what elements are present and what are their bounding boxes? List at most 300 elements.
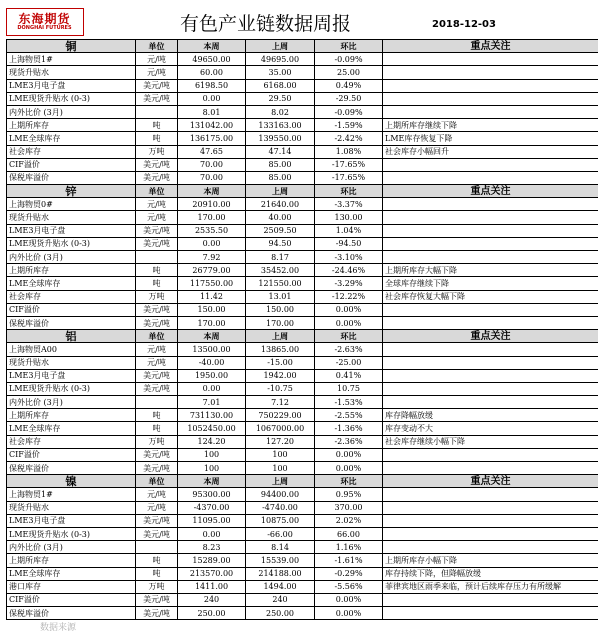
unit-cell: 吨 xyxy=(136,264,178,277)
table-row xyxy=(7,277,598,290)
focus-note xyxy=(383,382,598,395)
table-row xyxy=(7,488,598,501)
current-value: 0.00 xyxy=(178,527,246,540)
current-value: 1950.00 xyxy=(178,369,246,382)
focus-note: 上期所库存小幅下降 xyxy=(383,554,598,567)
change-value: 0.00% xyxy=(315,448,383,461)
indicator-name: 保税库溢价 xyxy=(7,607,136,620)
change-value: -2.42% xyxy=(315,132,383,145)
indicator-name: 内外比价 (3月) xyxy=(7,251,136,264)
indicator-name: LME现货升贴水 (0-3) xyxy=(7,382,136,395)
unit-cell: 万吨 xyxy=(136,580,178,593)
table-row xyxy=(7,158,598,171)
table-row xyxy=(7,567,598,580)
table-row xyxy=(7,198,598,211)
change-value: -1.53% xyxy=(315,396,383,409)
unit-cell xyxy=(136,396,178,409)
focus-note xyxy=(383,316,598,329)
unit-cell: 美元/吨 xyxy=(136,527,178,540)
unit-cell: 元/吨 xyxy=(136,198,178,211)
report-header xyxy=(0,0,598,38)
previous-value: 6168.00 xyxy=(246,79,315,92)
change-value: -2.55% xyxy=(315,409,383,422)
section-header-row xyxy=(7,40,598,53)
focus-note: 社会库存继续小幅下降 xyxy=(383,435,598,448)
previous-value: -66.00 xyxy=(246,527,315,540)
current-value: -40.00 xyxy=(178,356,246,369)
unit-cell xyxy=(136,541,178,554)
table-row xyxy=(7,145,598,158)
unit-cell: 美元/吨 xyxy=(136,224,178,237)
current-value: 100 xyxy=(178,462,246,475)
table-row xyxy=(7,593,598,606)
focus-note xyxy=(383,448,598,461)
current-value: 60.00 xyxy=(178,66,246,79)
indicator-name: 内外比价 (3月) xyxy=(7,396,136,409)
focus-note xyxy=(383,251,598,264)
indicator-name: LME现货升贴水 (0-3) xyxy=(7,527,136,540)
change-value: -3.37% xyxy=(315,198,383,211)
indicator-name: 上期所库存 xyxy=(7,409,136,422)
focus-note xyxy=(383,224,598,237)
indicator-name: CIF溢价 xyxy=(7,303,136,316)
current-value: 100 xyxy=(178,448,246,461)
current-value: 11095.00 xyxy=(178,514,246,527)
table-row xyxy=(7,316,598,329)
unit-cell: 美元/吨 xyxy=(136,448,178,461)
change-value: -1.59% xyxy=(315,119,383,132)
change-value: -3.10% xyxy=(315,251,383,264)
previous-value: 15539.00 xyxy=(246,554,315,567)
focus-note xyxy=(383,79,598,92)
change-value: -12.22% xyxy=(315,290,383,303)
change-value: -0.09% xyxy=(315,105,383,118)
unit-cell: 元/吨 xyxy=(136,66,178,79)
previous-value: 750229.00 xyxy=(246,409,315,422)
table-row xyxy=(7,580,598,593)
table-row xyxy=(7,527,598,540)
indicator-name: 现货升贴水 xyxy=(7,211,136,224)
current-value: 0.00 xyxy=(178,237,246,250)
indicator-name: CIF溢价 xyxy=(7,593,136,606)
watermark: 数据来源 xyxy=(40,623,77,633)
unit-cell: 元/吨 xyxy=(136,211,178,224)
current-value: -4370.00 xyxy=(178,501,246,514)
previous-value: 1494.00 xyxy=(246,580,315,593)
table-row xyxy=(7,251,598,264)
focus-note: 上期所库存继续下降 xyxy=(383,119,598,132)
unit-cell: 美元/吨 xyxy=(136,462,178,475)
table-row xyxy=(7,396,598,409)
focus-note xyxy=(383,303,598,316)
previous-value: 139550.00 xyxy=(246,132,315,145)
unit-cell: 美元/吨 xyxy=(136,237,178,250)
focus-note: 社会库存恢复大幅下降 xyxy=(383,290,598,303)
report-title: 有色产业链数据周报 xyxy=(180,13,352,35)
previous-value: 2509.50 xyxy=(246,224,315,237)
unit-cell: 美元/吨 xyxy=(136,79,178,92)
column-header-previous: 上周 xyxy=(246,40,315,53)
focus-note xyxy=(383,171,598,184)
unit-cell xyxy=(136,251,178,264)
metals-data-table xyxy=(6,39,598,620)
table-row xyxy=(7,462,598,475)
indicator-name: 上期所库存 xyxy=(7,119,136,132)
previous-value: 170.00 xyxy=(246,316,315,329)
unit-cell: 元/吨 xyxy=(136,53,178,66)
change-value: -0.09% xyxy=(315,53,383,66)
indicator-name: CIF溢价 xyxy=(7,158,136,171)
table-row xyxy=(7,422,598,435)
change-value: 0.00% xyxy=(315,593,383,606)
focus-note xyxy=(383,356,598,369)
change-value: 1.16% xyxy=(315,541,383,554)
table-row xyxy=(7,369,598,382)
table-row xyxy=(7,119,598,132)
previous-value: 8.14 xyxy=(246,541,315,554)
change-value: -0.29% xyxy=(315,567,383,580)
current-value: 150.00 xyxy=(178,303,246,316)
current-value: 731130.00 xyxy=(178,409,246,422)
table-row xyxy=(7,211,598,224)
indicator-name: LME3月电子盘 xyxy=(7,369,136,382)
current-value: 15289.00 xyxy=(178,554,246,567)
unit-cell: 美元/吨 xyxy=(136,92,178,105)
table-row xyxy=(7,409,598,422)
focus-note xyxy=(383,343,598,356)
indicator-name: 上期所库存 xyxy=(7,264,136,277)
indicator-name: 上海物贸1# xyxy=(7,488,136,501)
focus-note: 全球库存继续下降 xyxy=(383,277,598,290)
indicator-name: 社会库存 xyxy=(7,290,136,303)
column-header-change: 环比 xyxy=(315,475,383,488)
focus-note xyxy=(383,53,598,66)
focus-note xyxy=(383,593,598,606)
column-header-previous: 上周 xyxy=(246,185,315,198)
current-value: 70.00 xyxy=(178,158,246,171)
current-value: 26779.00 xyxy=(178,264,246,277)
column-header-note: 重点关注 xyxy=(383,330,598,343)
table-row xyxy=(7,554,598,567)
unit-cell: 吨 xyxy=(136,277,178,290)
focus-note xyxy=(383,198,598,211)
table-row xyxy=(7,343,598,356)
focus-note xyxy=(383,514,598,527)
change-value: 0.00% xyxy=(315,607,383,620)
table-row xyxy=(7,53,598,66)
indicator-name: 现货升贴水 xyxy=(7,356,136,369)
previous-value: 100 xyxy=(246,462,315,475)
change-value: -1.61% xyxy=(315,554,383,567)
indicator-name: 保税库溢价 xyxy=(7,462,136,475)
unit-cell: 美元/吨 xyxy=(136,158,178,171)
table-row xyxy=(7,541,598,554)
indicator-name: LME全球库存 xyxy=(7,567,136,580)
current-value: 70.00 xyxy=(178,171,246,184)
previous-value: 85.00 xyxy=(246,158,315,171)
table-row xyxy=(7,356,598,369)
previous-value: 35.00 xyxy=(246,66,315,79)
unit-cell: 吨 xyxy=(136,567,178,580)
focus-note xyxy=(383,92,598,105)
table-row xyxy=(7,501,598,514)
current-value: 117550.00 xyxy=(178,277,246,290)
indicator-name: LME全球库存 xyxy=(7,132,136,145)
current-value: 6198.50 xyxy=(178,79,246,92)
current-value: 7.01 xyxy=(178,396,246,409)
metal-name: 铝 xyxy=(7,330,136,343)
change-value: -3.29% xyxy=(315,277,383,290)
previous-value: 21640.00 xyxy=(246,198,315,211)
current-value: 8.23 xyxy=(178,541,246,554)
current-value: 170.00 xyxy=(178,316,246,329)
indicator-name: LME现货升贴水 (0-3) xyxy=(7,237,136,250)
change-value: 0.95% xyxy=(315,488,383,501)
previous-value: -15.00 xyxy=(246,356,315,369)
report-date: 2018-12-03 xyxy=(432,19,496,30)
unit-cell: 吨 xyxy=(136,554,178,567)
column-header-current: 本周 xyxy=(178,475,246,488)
focus-note xyxy=(383,211,598,224)
table-row xyxy=(7,132,598,145)
current-value: 1411.00 xyxy=(178,580,246,593)
indicator-name: 内外比价 (3月) xyxy=(7,105,136,118)
change-value: 0.00% xyxy=(315,303,383,316)
table-row xyxy=(7,303,598,316)
focus-note: 上期所库存大幅下降 xyxy=(383,264,598,277)
focus-note: 库存变动不大 xyxy=(383,422,598,435)
column-header-unit: 单位 xyxy=(136,475,178,488)
previous-value: 49695.00 xyxy=(246,53,315,66)
current-value: 170.00 xyxy=(178,211,246,224)
metal-name: 铜 xyxy=(7,40,136,53)
previous-value: 94400.00 xyxy=(246,488,315,501)
focus-note xyxy=(383,488,598,501)
focus-note xyxy=(383,607,598,620)
indicator-name: 港口库存 xyxy=(7,580,136,593)
current-value: 124.20 xyxy=(178,435,246,448)
change-value: -29.50 xyxy=(315,92,383,105)
focus-note xyxy=(383,158,598,171)
previous-value: 100 xyxy=(246,448,315,461)
current-value: 240 xyxy=(178,593,246,606)
previous-value: 94.50 xyxy=(246,237,315,250)
column-header-previous: 上周 xyxy=(246,475,315,488)
unit-cell: 吨 xyxy=(136,132,178,145)
change-value: 25.00 xyxy=(315,66,383,79)
current-value: 11.42 xyxy=(178,290,246,303)
table-row xyxy=(7,66,598,79)
current-value: 8.01 xyxy=(178,105,246,118)
column-header-unit: 单位 xyxy=(136,330,178,343)
change-value: 66.00 xyxy=(315,527,383,540)
unit-cell: 吨 xyxy=(136,409,178,422)
unit-cell: 美元/吨 xyxy=(136,303,178,316)
focus-note xyxy=(383,369,598,382)
focus-note xyxy=(383,462,598,475)
table-row xyxy=(7,105,598,118)
previous-value: 13865.00 xyxy=(246,343,315,356)
unit-cell: 美元/吨 xyxy=(136,607,178,620)
change-value: 0.41% xyxy=(315,369,383,382)
previous-value: 47.14 xyxy=(246,145,315,158)
indicator-name: 内外比价 (3月) xyxy=(7,541,136,554)
change-value: 10.75 xyxy=(315,382,383,395)
table-row xyxy=(7,92,598,105)
change-value: -24.46% xyxy=(315,264,383,277)
focus-note xyxy=(383,105,598,118)
focus-note: 库存降幅放缓 xyxy=(383,409,598,422)
column-header-current: 本周 xyxy=(178,40,246,53)
change-value: -94.50 xyxy=(315,237,383,250)
change-value: -17.65% xyxy=(315,171,383,184)
indicator-name: CIF溢价 xyxy=(7,448,136,461)
column-header-unit: 单位 xyxy=(136,185,178,198)
unit-cell: 吨 xyxy=(136,422,178,435)
unit-cell: 元/吨 xyxy=(136,501,178,514)
change-value: -2.36% xyxy=(315,435,383,448)
indicator-name: LME全球库存 xyxy=(7,277,136,290)
current-value: 0.00 xyxy=(178,382,246,395)
current-value: 131042.00 xyxy=(178,119,246,132)
change-value: 2.02% xyxy=(315,514,383,527)
column-header-change: 环比 xyxy=(315,185,383,198)
column-header-current: 本周 xyxy=(178,185,246,198)
indicator-name: 上期所库存 xyxy=(7,554,136,567)
indicator-name: LME全球库存 xyxy=(7,422,136,435)
change-value: -25.00 xyxy=(315,356,383,369)
previous-value: 10875.00 xyxy=(246,514,315,527)
change-value: 370.00 xyxy=(315,501,383,514)
previous-value: 1067000.00 xyxy=(246,422,315,435)
focus-note: 社会库存小幅回升 xyxy=(383,145,598,158)
indicator-name: 社会库存 xyxy=(7,145,136,158)
column-header-change: 环比 xyxy=(315,40,383,53)
table-row xyxy=(7,171,598,184)
focus-note xyxy=(383,237,598,250)
focus-note: 库存持续下降，但降幅放缓 xyxy=(383,567,598,580)
unit-cell xyxy=(136,105,178,118)
indicator-name: LME3月电子盘 xyxy=(7,224,136,237)
change-value: 0.00% xyxy=(315,316,383,329)
previous-value: -10.75 xyxy=(246,382,315,395)
column-header-previous: 上周 xyxy=(246,330,315,343)
unit-cell: 美元/吨 xyxy=(136,171,178,184)
current-value: 49650.00 xyxy=(178,53,246,66)
previous-value: 8.17 xyxy=(246,251,315,264)
current-value: 95300.00 xyxy=(178,488,246,501)
current-value: 7.92 xyxy=(178,251,246,264)
table-row xyxy=(7,237,598,250)
previous-value: 40.00 xyxy=(246,211,315,224)
unit-cell: 万吨 xyxy=(136,435,178,448)
unit-cell: 元/吨 xyxy=(136,488,178,501)
table-row xyxy=(7,264,598,277)
change-value: 0.49% xyxy=(315,79,383,92)
focus-note xyxy=(383,66,598,79)
table-row xyxy=(7,448,598,461)
previous-value: 214188.00 xyxy=(246,567,315,580)
previous-value: 1942.00 xyxy=(246,369,315,382)
table-row xyxy=(7,79,598,92)
unit-cell: 美元/吨 xyxy=(136,593,178,606)
focus-note xyxy=(383,501,598,514)
unit-cell: 元/吨 xyxy=(136,356,178,369)
current-value: 47.65 xyxy=(178,145,246,158)
unit-cell: 美元/吨 xyxy=(136,369,178,382)
unit-cell: 美元/吨 xyxy=(136,514,178,527)
indicator-name: 社会库存 xyxy=(7,435,136,448)
current-value: 13500.00 xyxy=(178,343,246,356)
section-header-row xyxy=(7,475,598,488)
table-row xyxy=(7,224,598,237)
previous-value: 250.00 xyxy=(246,607,315,620)
change-value: -5.56% xyxy=(315,580,383,593)
change-value: 130.00 xyxy=(315,211,383,224)
metal-name: 锌 xyxy=(7,185,136,198)
previous-value: 85.00 xyxy=(246,171,315,184)
change-value: 0.00% xyxy=(315,462,383,475)
column-header-note: 重点关注 xyxy=(383,40,598,53)
column-header-note: 重点关注 xyxy=(383,185,598,198)
table-row xyxy=(7,435,598,448)
previous-value: 240 xyxy=(246,593,315,606)
current-value: 213570.00 xyxy=(178,567,246,580)
column-header-current: 本周 xyxy=(178,330,246,343)
current-value: 0.00 xyxy=(178,92,246,105)
column-header-change: 环比 xyxy=(315,330,383,343)
focus-note xyxy=(383,396,598,409)
indicator-name: 上海物贸1# xyxy=(7,53,136,66)
change-value: 1.04% xyxy=(315,224,383,237)
focus-note: LME库存恢复下降 xyxy=(383,132,598,145)
column-header-note: 重点关注 xyxy=(383,475,598,488)
logo-english-text: DONGHAI FUTURES xyxy=(17,25,72,31)
indicator-name: 现货升贴水 xyxy=(7,501,136,514)
unit-cell: 元/吨 xyxy=(136,343,178,356)
company-logo xyxy=(6,8,84,36)
table-row xyxy=(7,514,598,527)
indicator-name: 保税库溢价 xyxy=(7,171,136,184)
focus-note xyxy=(383,541,598,554)
previous-value: 133163.00 xyxy=(246,119,315,132)
indicator-name: 上海物贸A00 xyxy=(7,343,136,356)
current-value: 136175.00 xyxy=(178,132,246,145)
unit-cell: 万吨 xyxy=(136,145,178,158)
unit-cell: 美元/吨 xyxy=(136,316,178,329)
table-row xyxy=(7,290,598,303)
current-value: 2535.50 xyxy=(178,224,246,237)
section-header-row xyxy=(7,185,598,198)
previous-value: 127.20 xyxy=(246,435,315,448)
focus-note: 菲律宾地区雨季来临，预计后续库存压力有所缓解 xyxy=(383,580,598,593)
previous-value: 121550.00 xyxy=(246,277,315,290)
change-value: 1.08% xyxy=(315,145,383,158)
previous-value: 35452.00 xyxy=(246,264,315,277)
unit-cell: 吨 xyxy=(136,119,178,132)
current-value: 20910.00 xyxy=(178,198,246,211)
change-value: -2.63% xyxy=(315,343,383,356)
current-value: 1052450.00 xyxy=(178,422,246,435)
indicator-name: 现货升贴水 xyxy=(7,66,136,79)
unit-cell: 万吨 xyxy=(136,290,178,303)
change-value: -17.65% xyxy=(315,158,383,171)
previous-value: 13.01 xyxy=(246,290,315,303)
unit-cell: 美元/吨 xyxy=(136,382,178,395)
indicator-name: LME3月电子盘 xyxy=(7,514,136,527)
indicator-name: LME现货升贴水 (0-3) xyxy=(7,92,136,105)
indicator-name: 上海物贸0# xyxy=(7,198,136,211)
